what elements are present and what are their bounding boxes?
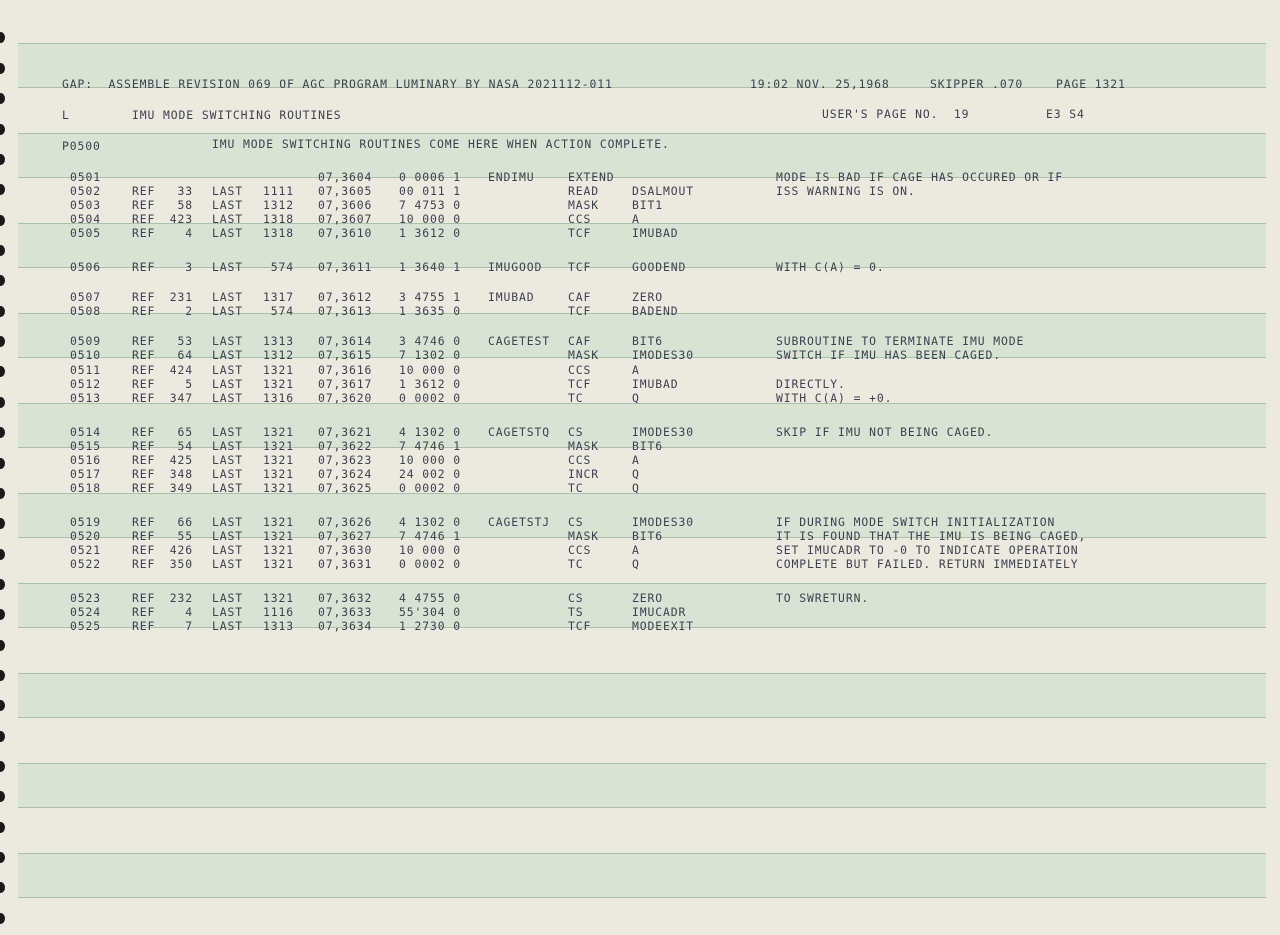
listing-cell-ref: REF bbox=[132, 226, 156, 240]
green-bar bbox=[18, 853, 1266, 898]
listing-operator: SKIPPER .070 bbox=[930, 77, 1024, 91]
listing-cell-refn: 7 bbox=[185, 619, 193, 633]
listing-cell-op: CCS bbox=[568, 363, 592, 377]
listing-cell-ref: REF bbox=[132, 377, 156, 391]
listing-cell-addr: 07,3604 bbox=[318, 170, 373, 184]
listing-cell-line: 0514 bbox=[70, 425, 102, 439]
listing-cell-op: EXTEND bbox=[568, 170, 615, 184]
listing-cell-operand: ZERO bbox=[632, 591, 664, 605]
listing-cell-lastn: 1321 bbox=[262, 591, 294, 605]
feed-hole bbox=[0, 458, 5, 469]
listing-cell-last: LAST bbox=[212, 529, 244, 543]
listing-cell-ref: REF bbox=[132, 334, 156, 348]
feed-hole bbox=[0, 852, 5, 863]
listing-cell-operand: A bbox=[632, 212, 640, 226]
listing-cell-addr: 07,3624 bbox=[318, 467, 373, 481]
listing-cell-last: LAST bbox=[212, 591, 244, 605]
feed-hole bbox=[0, 640, 5, 651]
listing-cell-operand: IMODES30 bbox=[632, 515, 695, 529]
listing-cell-line: 0524 bbox=[70, 605, 102, 619]
listing-cell-op: MASK bbox=[568, 348, 600, 362]
listing-cell-code: 1 2730 0 bbox=[399, 619, 462, 633]
listing-cell-refn: 5 bbox=[185, 377, 193, 391]
listing-cell-last: LAST bbox=[212, 212, 244, 226]
listing-cell-lastn: 1321 bbox=[262, 467, 294, 481]
listing-cell-op: TCF bbox=[568, 304, 592, 318]
listing-cell-line: 0515 bbox=[70, 439, 102, 453]
listing-cell-code: 10 000 0 bbox=[399, 212, 462, 226]
listing-cell-code: 7 4753 0 bbox=[399, 198, 462, 212]
listing-cell-code: 7 1302 0 bbox=[399, 348, 462, 362]
listing-cell-label: CAGETEST bbox=[488, 334, 551, 348]
listing-cell-label: CAGETSTJ bbox=[488, 515, 551, 529]
listing-cell-op: TCF bbox=[568, 377, 592, 391]
listing-cell-comment: ISS WARNING IS ON. bbox=[776, 184, 916, 198]
listing-cell-line: 0502 bbox=[70, 184, 102, 198]
listing-cell-refn: 232 bbox=[169, 591, 193, 605]
listing-cell-refn: 66 bbox=[177, 515, 193, 529]
listing-cell-lastn: 1111 bbox=[262, 184, 294, 198]
user-page-number: USER'S PAGE NO. 19 bbox=[822, 107, 970, 121]
listing-cell-line: 0517 bbox=[70, 467, 102, 481]
listing-cell-line: 0521 bbox=[70, 543, 102, 557]
listing-cell-op: TC bbox=[568, 481, 584, 495]
listing-cell-line: 0506 bbox=[70, 260, 102, 274]
feed-hole bbox=[0, 306, 5, 317]
listing-cell-refn: 231 bbox=[169, 290, 193, 304]
listing-cell-lastn: 1321 bbox=[262, 557, 294, 571]
listing-cell-comment: COMPLETE BUT FAILED. RETURN IMMEDIATELY bbox=[776, 557, 1079, 571]
listing-cell-operand: Q bbox=[632, 391, 640, 405]
listing-cell-addr: 07,3632 bbox=[318, 591, 373, 605]
listing-cell-operand: BADEND bbox=[632, 304, 679, 318]
listing-cell-code: 10 000 0 bbox=[399, 363, 462, 377]
listing-cell-last: LAST bbox=[212, 439, 244, 453]
feed-hole bbox=[0, 882, 5, 893]
feed-hole bbox=[0, 63, 5, 74]
listing-cell-op: MASK bbox=[568, 439, 600, 453]
listing-cell-lastn: 1313 bbox=[262, 619, 294, 633]
listing-cell-ref: REF bbox=[132, 425, 156, 439]
listing-cell-op: TS bbox=[568, 605, 584, 619]
listing-cell-code: 10 000 0 bbox=[399, 453, 462, 467]
listing-cell-op: CCS bbox=[568, 543, 592, 557]
listing-cell-label: ENDIMU bbox=[488, 170, 535, 184]
listing-cell-last: LAST bbox=[212, 481, 244, 495]
listing-cell-code: 4 1302 0 bbox=[399, 425, 462, 439]
listing-cell-addr: 07,3613 bbox=[318, 304, 373, 318]
feed-hole bbox=[0, 32, 5, 43]
listing-cell-addr: 07,3611 bbox=[318, 260, 373, 274]
listing-cell-last: LAST bbox=[212, 543, 244, 557]
listing-cell-line: 0519 bbox=[70, 515, 102, 529]
listing-cell-code: 4 4755 0 bbox=[399, 591, 462, 605]
feed-hole bbox=[0, 670, 5, 681]
feed-hole bbox=[0, 124, 5, 135]
listing-cell-lastn: 1321 bbox=[262, 453, 294, 467]
listing-cell-addr: 07,3621 bbox=[318, 425, 373, 439]
listing-cell-op: TC bbox=[568, 557, 584, 571]
listing-cell-lastn: 1321 bbox=[262, 377, 294, 391]
listing-cell-operand: BIT6 bbox=[632, 529, 664, 543]
listing-cell-operand: Q bbox=[632, 557, 640, 571]
feed-hole bbox=[0, 336, 5, 347]
listing-cell-operand: IMODES30 bbox=[632, 348, 695, 362]
listing-cell-lastn: 1321 bbox=[262, 515, 294, 529]
listing-cell-code: 3 4755 1 bbox=[399, 290, 462, 304]
page-label: P0500 bbox=[62, 139, 101, 153]
listing-cell-line: 0501 bbox=[70, 170, 102, 184]
listing-cell-lastn: 1321 bbox=[262, 481, 294, 495]
listing-cell-op: CAF bbox=[568, 290, 592, 304]
listing-cell-lastn: 1316 bbox=[262, 391, 294, 405]
listing-cell-comment: IT IS FOUND THAT THE IMU IS BEING CAGED, bbox=[776, 529, 1087, 543]
listing-cell-lastn: 1312 bbox=[262, 198, 294, 212]
listing-cell-lastn: 1318 bbox=[262, 226, 294, 240]
listing-cell-op: READ bbox=[568, 184, 600, 198]
listing-cell-line: 0523 bbox=[70, 591, 102, 605]
feed-hole bbox=[0, 791, 5, 802]
feed-hole bbox=[0, 700, 5, 711]
listing-cell-op: CS bbox=[568, 591, 584, 605]
feed-hole bbox=[0, 549, 5, 560]
listing-cell-line: 0509 bbox=[70, 334, 102, 348]
listing-cell-line: 0503 bbox=[70, 198, 102, 212]
listing-cell-refn: 426 bbox=[169, 543, 193, 557]
listing-cell-code: 0 0002 0 bbox=[399, 557, 462, 571]
listing-cell-code: 1 3612 0 bbox=[399, 377, 462, 391]
listing-cell-ref: REF bbox=[132, 348, 156, 362]
page-description: IMU MODE SWITCHING ROUTINES COME HERE WHEN ACTION COMPLETE. bbox=[212, 137, 670, 151]
listing-cell-last: LAST bbox=[212, 515, 244, 529]
listing-cell-op: TCF bbox=[568, 619, 592, 633]
listing-cell-op: TCF bbox=[568, 260, 592, 274]
listing-cell-last: LAST bbox=[212, 226, 244, 240]
listing-cell-addr: 07,3616 bbox=[318, 363, 373, 377]
listing-cell-code: 55'304 0 bbox=[399, 605, 462, 619]
feed-hole bbox=[0, 427, 5, 438]
listing-cell-operand: A bbox=[632, 363, 640, 377]
listing-cell-addr: 07,3612 bbox=[318, 290, 373, 304]
feed-hole bbox=[0, 397, 5, 408]
feed-hole bbox=[0, 488, 5, 499]
listing-cell-operand: IMUCADR bbox=[632, 605, 687, 619]
listing-cell-code: 1 3640 1 bbox=[399, 260, 462, 274]
listing-cell-label: CAGETSTQ bbox=[488, 425, 551, 439]
listing-cell-op: TC bbox=[568, 391, 584, 405]
listing-cell-code: 00 011 1 bbox=[399, 184, 462, 198]
listing-cell-addr: 07,3626 bbox=[318, 515, 373, 529]
listing-cell-lastn: 574 bbox=[270, 304, 294, 318]
listing-cell-operand: IMUBAD bbox=[632, 377, 679, 391]
listing-cell-addr: 07,3610 bbox=[318, 226, 373, 240]
feed-hole bbox=[0, 913, 5, 924]
listing-cell-comment: WITH C(A) = +0. bbox=[776, 391, 893, 405]
listing-cell-last: LAST bbox=[212, 467, 244, 481]
listing-cell-label: IMUGOOD bbox=[488, 260, 543, 274]
listing-cell-lastn: 1318 bbox=[262, 212, 294, 226]
listing-cell-code: 7 4746 1 bbox=[399, 529, 462, 543]
listing-cell-ref: REF bbox=[132, 605, 156, 619]
listing-cell-code: 3 4746 0 bbox=[399, 334, 462, 348]
listing-cell-op: CAF bbox=[568, 334, 592, 348]
listing-cell-code: 1 3612 0 bbox=[399, 226, 462, 240]
listing-cell-operand: MODEEXIT bbox=[632, 619, 695, 633]
green-bar bbox=[18, 763, 1266, 808]
listing-cell-addr: 07,3633 bbox=[318, 605, 373, 619]
listing-cell-op: CS bbox=[568, 515, 584, 529]
listing-cell-addr: 07,3605 bbox=[318, 184, 373, 198]
feed-hole bbox=[0, 579, 5, 590]
listing-cell-operand: Q bbox=[632, 467, 640, 481]
listing-cell-lastn: 1116 bbox=[262, 605, 294, 619]
listing-cell-last: LAST bbox=[212, 290, 244, 304]
listing-cell-last: LAST bbox=[212, 377, 244, 391]
feed-hole bbox=[0, 518, 5, 529]
listing-cell-ref: REF bbox=[132, 529, 156, 543]
listing-cell-ref: REF bbox=[132, 467, 156, 481]
listing-cell-last: LAST bbox=[212, 348, 244, 362]
listing-cell-refn: 425 bbox=[169, 453, 193, 467]
listing-cell-operand: Q bbox=[632, 481, 640, 495]
listing-cell-addr: 07,3627 bbox=[318, 529, 373, 543]
listing-cell-last: LAST bbox=[212, 363, 244, 377]
listing-cell-refn: 65 bbox=[177, 425, 193, 439]
listing-cell-operand: BIT6 bbox=[632, 439, 664, 453]
listing-cell-refn: 64 bbox=[177, 348, 193, 362]
listing-cell-code: 10 000 0 bbox=[399, 543, 462, 557]
listing-cell-last: LAST bbox=[212, 557, 244, 571]
feed-hole bbox=[0, 275, 5, 286]
listing-cell-ref: REF bbox=[132, 290, 156, 304]
listing-cell-ref: REF bbox=[132, 198, 156, 212]
feed-hole bbox=[0, 154, 5, 165]
listing-cell-lastn: 1321 bbox=[262, 363, 294, 377]
listing-cell-operand: IMUBAD bbox=[632, 226, 679, 240]
listing-cell-code: 24 002 0 bbox=[399, 467, 462, 481]
listing-cell-addr: 07,3617 bbox=[318, 377, 373, 391]
listing-cell-line: 0504 bbox=[70, 212, 102, 226]
listing-cell-ref: REF bbox=[132, 439, 156, 453]
listing-cell-addr: 07,3614 bbox=[318, 334, 373, 348]
listing-cell-operand: BIT1 bbox=[632, 198, 664, 212]
listing-cell-lastn: 1321 bbox=[262, 543, 294, 557]
listing-cell-op: MASK bbox=[568, 529, 600, 543]
listing-cell-refn: 349 bbox=[169, 481, 193, 495]
listing-cell-comment: IF DURING MODE SWITCH INITIALIZATION bbox=[776, 515, 1056, 529]
listing-cell-lastn: 1321 bbox=[262, 439, 294, 453]
feed-hole bbox=[0, 761, 5, 772]
listing-cell-addr: 07,3631 bbox=[318, 557, 373, 571]
listing-cell-operand: A bbox=[632, 453, 640, 467]
feed-hole bbox=[0, 245, 5, 256]
listing-cell-ref: REF bbox=[132, 481, 156, 495]
listing-cell-refn: 33 bbox=[177, 184, 193, 198]
listing-cell-code: 7 4746 1 bbox=[399, 439, 462, 453]
listing-cell-addr: 07,3606 bbox=[318, 198, 373, 212]
listing-cell-ref: REF bbox=[132, 515, 156, 529]
listing-cell-operand: BIT6 bbox=[632, 334, 664, 348]
listing-cell-ref: REF bbox=[132, 212, 156, 226]
listing-cell-refn: 3 bbox=[185, 260, 193, 274]
listing-cell-operand: ZERO bbox=[632, 290, 664, 304]
listing-cell-refn: 4 bbox=[185, 226, 193, 240]
listing-cell-comment: WITH C(A) = 0. bbox=[776, 260, 885, 274]
listing-cell-last: LAST bbox=[212, 334, 244, 348]
listing-cell-refn: 58 bbox=[177, 198, 193, 212]
feed-hole bbox=[0, 609, 5, 620]
listing-cell-op: TCF bbox=[568, 226, 592, 240]
listing-cell-last: LAST bbox=[212, 391, 244, 405]
listing-cell-addr: 07,3620 bbox=[318, 391, 373, 405]
listing-cell-ref: REF bbox=[132, 363, 156, 377]
listing-cell-last: LAST bbox=[212, 605, 244, 619]
listing-cell-ref: REF bbox=[132, 453, 156, 467]
listing-cell-comment: SET IMUCADR TO -0 TO INDICATE OPERATION bbox=[776, 543, 1079, 557]
listing-cell-addr: 07,3607 bbox=[318, 212, 373, 226]
listing-cell-refn: 348 bbox=[169, 467, 193, 481]
listing-cell-op: INCR bbox=[568, 467, 600, 481]
listing-cell-ref: REF bbox=[132, 304, 156, 318]
listing-cell-refn: 347 bbox=[169, 391, 193, 405]
listing-cell-line: 0511 bbox=[70, 363, 102, 377]
listing-cell-comment: MODE IS BAD IF CAGE HAS OCCURED OR IF bbox=[776, 170, 1064, 184]
listing-cell-op: CCS bbox=[568, 212, 592, 226]
listing-cell-addr: 07,3615 bbox=[318, 348, 373, 362]
feed-hole bbox=[0, 731, 5, 742]
listing-cell-last: LAST bbox=[212, 619, 244, 633]
listing-cell-addr: 07,3622 bbox=[318, 439, 373, 453]
listing-cell-operand: IMODES30 bbox=[632, 425, 695, 439]
listing-cell-lastn: 1313 bbox=[262, 334, 294, 348]
feed-hole bbox=[0, 822, 5, 833]
listing-timestamp: 19:02 NOV. 25,1968 bbox=[750, 77, 890, 91]
listing-cell-line: 0525 bbox=[70, 619, 102, 633]
listing-cell-ref: REF bbox=[132, 391, 156, 405]
listing-cell-line: 0522 bbox=[70, 557, 102, 571]
listing-cell-lastn: 1321 bbox=[262, 529, 294, 543]
listing-cell-lastn: 574 bbox=[270, 260, 294, 274]
green-bar bbox=[18, 673, 1266, 718]
listing-cell-addr: 07,3625 bbox=[318, 481, 373, 495]
listing-cell-addr: 07,3630 bbox=[318, 543, 373, 557]
listing-cell-comment: SKIP IF IMU NOT BEING CAGED. bbox=[776, 425, 994, 439]
feed-hole bbox=[0, 93, 5, 104]
listing-cell-ref: REF bbox=[132, 557, 156, 571]
listing-cell-last: LAST bbox=[212, 198, 244, 212]
listing-cell-refn: 423 bbox=[169, 212, 193, 226]
section-code: E3 S4 bbox=[1046, 107, 1085, 121]
listing-cell-ref: REF bbox=[132, 184, 156, 198]
listing-cell-comment: SWITCH IF IMU HAS BEEN CAGED. bbox=[776, 348, 1001, 362]
listing-cell-operand: DSALMOUT bbox=[632, 184, 695, 198]
feed-hole bbox=[0, 366, 5, 377]
listing-cell-line: 0518 bbox=[70, 481, 102, 495]
listing-cell-line: 0520 bbox=[70, 529, 102, 543]
listing-cell-code: 1 3635 0 bbox=[399, 304, 462, 318]
listing-cell-lastn: 1317 bbox=[262, 290, 294, 304]
listing-cell-refn: 424 bbox=[169, 363, 193, 377]
feed-hole bbox=[0, 215, 5, 226]
listing-cell-last: LAST bbox=[212, 260, 244, 274]
listing-cell-op: CCS bbox=[568, 453, 592, 467]
listing-cell-lastn: 1312 bbox=[262, 348, 294, 362]
listing-cell-ref: REF bbox=[132, 619, 156, 633]
listing-cell-code: 4 1302 0 bbox=[399, 515, 462, 529]
listing-cell-line: 0510 bbox=[70, 348, 102, 362]
listing-cell-op: MASK bbox=[568, 198, 600, 212]
listing-cell-operand: GOODEND bbox=[632, 260, 687, 274]
listing-cell-lastn: 1321 bbox=[262, 425, 294, 439]
listing-cell-comment: TO SWRETURN. bbox=[776, 591, 870, 605]
listing-cell-code: 0 0002 0 bbox=[399, 481, 462, 495]
listing-cell-code: 0 0006 1 bbox=[399, 170, 462, 184]
listing-cell-addr: 07,3623 bbox=[318, 453, 373, 467]
listing-cell-ref: REF bbox=[132, 591, 156, 605]
listing-cell-ref: REF bbox=[132, 543, 156, 557]
listing-cell-refn: 54 bbox=[177, 439, 193, 453]
listing-cell-ref: REF bbox=[132, 260, 156, 274]
listing-cell-addr: 07,3634 bbox=[318, 619, 373, 633]
listing-cell-last: LAST bbox=[212, 304, 244, 318]
listing-cell-op: CS bbox=[568, 425, 584, 439]
listing-cell-label: IMUBAD bbox=[488, 290, 535, 304]
feed-hole bbox=[0, 184, 5, 195]
section-title: IMU MODE SWITCHING ROUTINES bbox=[132, 108, 342, 122]
listing-cell-code: 0 0002 0 bbox=[399, 391, 462, 405]
listing-cell-refn: 2 bbox=[185, 304, 193, 318]
listing-cell-line: 0516 bbox=[70, 453, 102, 467]
listing-cell-refn: 55 bbox=[177, 529, 193, 543]
listing-cell-last: LAST bbox=[212, 184, 244, 198]
listing-cell-last: LAST bbox=[212, 425, 244, 439]
listing-page-number: PAGE 1321 bbox=[1056, 77, 1126, 91]
listing-cell-comment: SUBROUTINE TO TERMINATE IMU MODE bbox=[776, 334, 1025, 348]
listing-cell-refn: 53 bbox=[177, 334, 193, 348]
listing-cell-comment: DIRECTLY. bbox=[776, 377, 846, 391]
section-letter: L bbox=[62, 108, 70, 122]
listing-cell-refn: 4 bbox=[185, 605, 193, 619]
listing-cell-line: 0508 bbox=[70, 304, 102, 318]
listing-cell-line: 0513 bbox=[70, 391, 102, 405]
listing-cell-last: LAST bbox=[212, 453, 244, 467]
listing-cell-line: 0512 bbox=[70, 377, 102, 391]
listing-cell-refn: 350 bbox=[169, 557, 193, 571]
listing-cell-line: 0505 bbox=[70, 226, 102, 240]
listing-cell-line: 0507 bbox=[70, 290, 102, 304]
listing-cell-operand: A bbox=[632, 543, 640, 557]
listing-title: GAP: ASSEMBLE REVISION 069 OF AGC PROGRAM LUMINARY BY NASA 2021112-011 bbox=[62, 77, 613, 91]
